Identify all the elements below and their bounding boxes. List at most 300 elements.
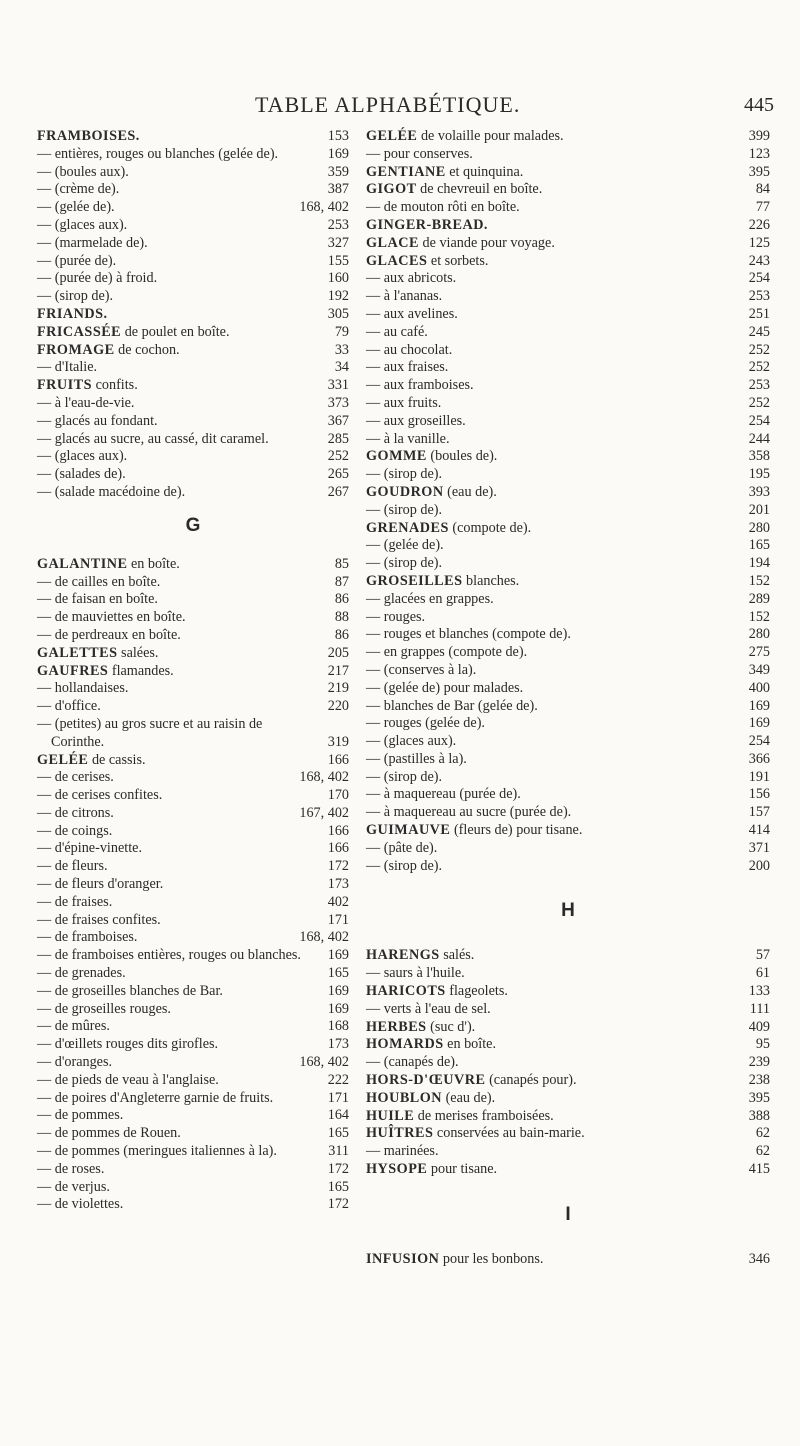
entry-description: — (glaces aux).	[366, 733, 457, 750]
index-entry	[366, 359, 770, 377]
index-entry	[37, 823, 349, 841]
entry-description: — glacées en grappes.	[366, 590, 494, 607]
entry-text	[366, 1072, 770, 1090]
index-entry	[366, 947, 770, 965]
entry-page-number: 251	[748, 305, 770, 322]
entry-keyword: HUÎTRES	[366, 1125, 434, 1142]
entry-text	[366, 520, 770, 538]
index-entry	[37, 413, 349, 431]
entry-text	[37, 1072, 349, 1090]
entry-description: — marinées.	[366, 1143, 439, 1160]
entry-keyword: GOUDRON	[366, 483, 444, 500]
index-entry	[366, 431, 770, 449]
index-entry	[366, 786, 770, 804]
entry-text	[366, 626, 770, 644]
index-entry	[366, 555, 770, 573]
entry-page-number: 409	[748, 1018, 770, 1035]
entry-text	[37, 1001, 349, 1019]
index-entry	[366, 644, 770, 662]
entry-text	[366, 715, 770, 733]
entry-text	[366, 1036, 770, 1054]
entry-text	[37, 1107, 349, 1125]
entry-description: — de fleurs.	[37, 858, 108, 875]
index-entry	[37, 377, 349, 395]
entry-page-number: 168	[327, 1018, 349, 1035]
entry-page-number: 285	[327, 430, 349, 447]
entry-text	[366, 662, 770, 680]
entry-description: — à l'eau-de-vie.	[37, 394, 135, 411]
entry-keyword: GAUFRES	[37, 662, 109, 679]
entry-description: — en grappes (compote de).	[366, 644, 528, 661]
index-entry	[366, 1090, 770, 1108]
entry-page-number: 171	[327, 911, 349, 928]
entry-description: — de citrons.	[37, 804, 114, 821]
entry-description: — de mûres.	[37, 1018, 110, 1035]
entry-text	[366, 377, 770, 395]
index-entry	[366, 502, 770, 520]
entry-description: — de cerises confites.	[37, 787, 163, 804]
page-header	[0, 92, 800, 122]
index-entry	[37, 217, 349, 235]
entry-page-number: 172	[327, 1196, 349, 1213]
entry-page-number: 166	[327, 840, 349, 857]
entry-page-number: 200	[748, 857, 770, 874]
entry-page-number: 167, 402	[299, 804, 349, 821]
entry-description: de chevreuil en boîte.	[416, 181, 543, 198]
entry-description: (suc d').	[426, 1018, 476, 1035]
entry-page-number: 168, 402	[299, 1054, 349, 1071]
entry-text	[37, 894, 349, 912]
index-entry	[37, 324, 349, 342]
entry-description: — aux groseilles.	[366, 412, 466, 429]
entry-keyword: GROSEILLES	[366, 572, 463, 589]
entry-keyword: GINGER-BREAD.	[366, 216, 488, 233]
entry-text	[37, 235, 349, 253]
entry-text	[366, 786, 770, 804]
entry-page-number: 253	[327, 216, 349, 233]
index-entry	[37, 484, 349, 502]
index-entry	[37, 645, 349, 663]
index-entry	[37, 716, 349, 752]
entry-keyword: HORS-D'ŒUVRE	[366, 1072, 486, 1089]
entry-text	[366, 1019, 770, 1037]
index-entry	[37, 128, 349, 146]
entry-text	[366, 466, 770, 484]
index-entry	[37, 1054, 349, 1072]
entry-description: — rouges.	[366, 608, 426, 625]
entry-page-number: 327	[327, 234, 349, 251]
entry-keyword: GRENADES	[366, 519, 449, 536]
entry-text	[37, 983, 349, 1001]
entry-page-number: 366	[748, 750, 770, 767]
entry-description: salés.	[439, 947, 475, 964]
entry-description: — saurs à l'huile.	[366, 965, 465, 982]
entry-description: conservées au bain-marie.	[433, 1125, 585, 1142]
entry-page-number: 191	[748, 768, 770, 785]
entry-keyword: HOUBLON	[366, 1089, 443, 1106]
entry-page-number: 62	[755, 1143, 770, 1160]
entry-page-number: 217	[327, 662, 349, 679]
entry-description: — aux framboises.	[366, 377, 474, 394]
entry-page-number: 275	[748, 644, 770, 661]
entry-text	[37, 359, 349, 377]
entry-page-number: 252	[748, 359, 770, 376]
entry-page-number: 160	[327, 270, 349, 287]
index-entry	[366, 573, 770, 591]
entry-text	[366, 146, 770, 164]
index-entry	[366, 965, 770, 983]
index-entry	[366, 715, 770, 733]
entry-text	[366, 359, 770, 377]
entry-description: — de groseilles rouges.	[37, 1000, 171, 1017]
index-entry	[37, 1143, 349, 1161]
section-letter: I	[565, 1203, 571, 1225]
entry-description: et sorbets.	[427, 252, 489, 269]
entry-text	[366, 306, 770, 324]
entry-description: — (canapés de).	[366, 1054, 459, 1071]
index-entry	[37, 1001, 349, 1019]
entry-description: pour les bonbons.	[439, 1250, 544, 1267]
index-entry	[37, 663, 349, 681]
entry-keyword: HUILE	[366, 1107, 415, 1124]
entry-page-number: 373	[327, 394, 349, 411]
entry-page-number: 244	[748, 430, 770, 447]
entry-text	[366, 1108, 770, 1126]
entry-description: (canapés pour).	[485, 1072, 577, 1089]
index-entry	[37, 858, 349, 876]
entry-description: — (petites) au gros sucre et au raisin de Corinthe.	[37, 715, 263, 750]
entry-description: — (sirop de).	[366, 466, 443, 483]
entry-description: — (pastilles à la).	[366, 750, 467, 767]
entry-text	[37, 698, 349, 716]
entry-page-number: 226	[748, 216, 770, 233]
index-column-right	[366, 128, 770, 1269]
section-letter: G	[185, 514, 201, 536]
entry-keyword: GELÉE	[37, 751, 89, 768]
entry-description: pour tisane.	[427, 1161, 498, 1178]
entry-page-number: 166	[327, 751, 349, 768]
entry-description: — blanches de Bar (gelée de).	[366, 697, 538, 714]
entry-page-number: 87	[334, 573, 349, 590]
index-entry	[37, 235, 349, 253]
entry-keyword: GENTIANE	[366, 163, 446, 180]
entry-text	[366, 164, 770, 182]
entry-text	[366, 555, 770, 573]
entry-page-number: 169	[748, 697, 770, 714]
index-entry	[366, 253, 770, 271]
entry-page-number: 77	[755, 199, 770, 216]
entry-description: — d'office.	[37, 698, 101, 715]
entry-text	[37, 876, 349, 894]
entry-description: — de pommes de Rouen.	[37, 1125, 181, 1142]
index-entry	[366, 377, 770, 395]
entry-page-number: 388	[748, 1107, 770, 1124]
entry-description: — glacés au fondant.	[37, 412, 158, 429]
entry-text	[37, 680, 349, 698]
entry-page-number: 395	[748, 1089, 770, 1106]
entry-page-number: 165	[327, 965, 349, 982]
entry-keyword: FRAMBOISES.	[37, 128, 140, 144]
entry-page-number: 280	[748, 519, 770, 536]
index-entry	[37, 894, 349, 912]
entry-description: — (boules aux).	[37, 163, 129, 180]
page-number: 445	[744, 94, 774, 116]
entry-text	[366, 395, 770, 413]
entry-page-number: 155	[327, 252, 349, 269]
entry-page-number: 168, 402	[299, 769, 349, 786]
entry-description: en boîte.	[443, 1036, 496, 1053]
entry-page-number: 79	[334, 323, 349, 340]
entry-text	[37, 1179, 349, 1197]
index-entry	[37, 929, 349, 947]
entry-page-number: 267	[327, 483, 349, 500]
entry-page-number: 252	[748, 341, 770, 358]
index-entry	[37, 448, 349, 466]
entry-text	[37, 591, 349, 609]
index-entry	[366, 199, 770, 217]
entry-description: — à maquereau au sucre (purée de).	[366, 804, 572, 821]
index-entry	[37, 965, 349, 983]
entry-description: — aux fruits.	[366, 394, 442, 411]
index-entry	[366, 128, 770, 146]
entry-text	[37, 840, 349, 858]
entry-text	[366, 858, 770, 876]
entry-page-number: 402	[327, 893, 349, 910]
entry-page-number: 243	[748, 252, 770, 269]
entry-description: — de pieds de veau à l'anglaise.	[37, 1071, 219, 1088]
entry-text	[366, 448, 770, 466]
entry-keyword: GALANTINE	[37, 555, 128, 572]
entry-text	[37, 1143, 349, 1161]
index-entry	[37, 769, 349, 787]
entry-description: — de pommes.	[37, 1107, 124, 1124]
entry-text	[366, 537, 770, 555]
index-entry	[37, 752, 349, 770]
entry-description: — (sirop de).	[37, 288, 114, 305]
entry-description: — à maquereau (purée de).	[366, 786, 521, 803]
index-entry	[37, 1072, 349, 1090]
entry-description: — (marmelade de).	[37, 234, 148, 251]
entry-description: de cochon.	[114, 341, 180, 358]
entry-page-number: 173	[327, 876, 349, 893]
index-entry	[37, 466, 349, 484]
entry-page-number: 222	[327, 1071, 349, 1088]
index-entry	[37, 288, 349, 306]
entry-page-number: 57	[755, 947, 770, 964]
entry-page-number: 165	[327, 1178, 349, 1195]
entry-keyword: HARENGS	[366, 947, 440, 964]
index-entry	[37, 1107, 349, 1125]
entry-page-number: 238	[748, 1072, 770, 1089]
entry-text	[366, 1251, 770, 1269]
entry-page-number: 252	[327, 448, 349, 465]
entry-description: — (sirop de).	[366, 501, 443, 518]
entry-description: — (purée de).	[37, 252, 117, 269]
entry-description: — de fleurs d'oranger.	[37, 876, 164, 893]
entry-page-number: 395	[748, 163, 770, 180]
index-entry	[37, 253, 349, 271]
entry-keyword: GIGOT	[366, 181, 417, 198]
entry-text	[37, 787, 349, 805]
entry-description: — (pâte de).	[366, 839, 438, 856]
entry-description: confits.	[92, 377, 138, 394]
entry-text	[37, 574, 349, 592]
entry-description: — de groseilles blanches de Bar.	[37, 982, 223, 999]
entry-text	[37, 823, 349, 841]
index-entry	[366, 448, 770, 466]
index-entry	[366, 1072, 770, 1090]
entry-keyword: HYSOPE	[366, 1161, 428, 1178]
index-entry	[366, 1054, 770, 1072]
entry-text	[37, 912, 349, 930]
entry-description: de merises framboisées.	[414, 1107, 554, 1124]
entry-description: — d'oranges.	[37, 1054, 113, 1071]
entry-text	[37, 965, 349, 983]
entry-description: — de framboises entières, rouges ou blanches.	[37, 947, 301, 964]
entry-description: — de grenades.	[37, 965, 126, 982]
index-entry	[37, 181, 349, 199]
entry-description: — d'Italie.	[37, 359, 98, 376]
entry-text	[366, 128, 770, 146]
section-letter: H	[561, 900, 575, 922]
index-entry	[366, 751, 770, 769]
entry-description: — (glaces aux).	[37, 448, 128, 465]
entry-description: — (salade macédoine de).	[37, 483, 186, 500]
index-entry	[37, 306, 349, 324]
entry-description: — aux abricots.	[366, 270, 457, 287]
entry-description: — de violettes.	[37, 1196, 124, 1213]
index-entry	[366, 769, 770, 787]
entry-text	[366, 698, 770, 716]
entry-text	[366, 983, 770, 1001]
index-entry	[37, 840, 349, 858]
entry-page-number: 86	[334, 591, 349, 608]
index-entry	[37, 680, 349, 698]
entry-page-number: 254	[748, 733, 770, 750]
entry-keyword: FRIANDS.	[37, 305, 108, 322]
entry-page-number: 165	[748, 537, 770, 554]
entry-page-number: 170	[327, 787, 349, 804]
entry-page-number: 387	[327, 181, 349, 198]
entry-description: de poulet en boîte.	[121, 323, 230, 340]
entry-page-number: 194	[748, 555, 770, 572]
entry-text	[366, 270, 770, 288]
index-entry	[366, 395, 770, 413]
entry-page-number: 415	[748, 1161, 770, 1178]
entry-page-number: 153	[327, 128, 349, 144]
entry-page-number: 245	[748, 323, 770, 340]
index-entry	[366, 1143, 770, 1161]
entry-text	[37, 663, 349, 681]
entry-description: — de verjus.	[37, 1178, 110, 1195]
entry-text	[366, 769, 770, 787]
entry-text	[366, 965, 770, 983]
entry-description: — à la vanille.	[366, 430, 450, 447]
index-entry	[366, 217, 770, 235]
index-entry	[37, 876, 349, 894]
entry-description: — de cerises.	[37, 769, 114, 786]
index-entry	[366, 1251, 770, 1269]
entry-page-number: 201	[748, 501, 770, 518]
entry-description: — de fraises.	[37, 893, 113, 910]
entry-keyword: HARICOTS	[366, 983, 446, 1000]
index-entry	[37, 1125, 349, 1143]
index-entry	[366, 324, 770, 342]
entry-text	[366, 804, 770, 822]
index-entry	[366, 466, 770, 484]
index-entry	[366, 181, 770, 199]
entry-page-number: 205	[327, 644, 349, 661]
index-entry	[37, 359, 349, 377]
index-entry	[37, 1161, 349, 1179]
entry-page-number: 169	[327, 1000, 349, 1017]
index-entry	[366, 591, 770, 609]
index-entry	[366, 626, 770, 644]
entry-description: — (gelée de) pour malades.	[366, 679, 524, 696]
entry-description: — (purée de) à froid.	[37, 270, 158, 287]
index-entry	[366, 270, 770, 288]
entry-description: — pour conserves.	[366, 145, 473, 162]
entry-page-number: 123	[748, 145, 770, 162]
entry-description: — de mouton rôti en boîte.	[366, 199, 520, 216]
index-entry	[37, 574, 349, 592]
entry-description: — au chocolat.	[366, 341, 453, 358]
entry-page-number: 289	[748, 590, 770, 607]
index-entry	[366, 609, 770, 627]
entry-page-number: 172	[327, 858, 349, 875]
entry-text	[37, 858, 349, 876]
entry-page-number: 84	[755, 181, 770, 198]
entry-page-number: 172	[327, 1160, 349, 1177]
index-entry	[366, 698, 770, 716]
entry-page-number: 152	[748, 572, 770, 589]
entry-page-number: 125	[748, 234, 770, 251]
index-entry	[366, 1001, 770, 1019]
entry-description: — (gelée de).	[37, 199, 115, 216]
index-entry	[37, 1090, 349, 1108]
index-entry	[366, 840, 770, 858]
entry-description: — (sirop de).	[366, 857, 443, 874]
entry-description: — de roses.	[37, 1160, 105, 1177]
entry-page-number: 280	[748, 626, 770, 643]
entry-text	[37, 716, 349, 752]
entry-text	[366, 751, 770, 769]
entry-page-number: 169	[327, 145, 349, 162]
entry-page-number: 219	[327, 680, 349, 697]
entry-text	[37, 1090, 349, 1108]
entry-description: — (salades de).	[37, 466, 126, 483]
entry-text	[37, 1196, 349, 1214]
entry-page-number: 311	[328, 1143, 349, 1160]
entry-text	[366, 431, 770, 449]
entry-page-number: 61	[755, 965, 770, 982]
index-entry	[366, 804, 770, 822]
entry-page-number: 331	[327, 377, 349, 394]
entry-keyword: FROMAGE	[37, 341, 115, 358]
index-entry	[37, 609, 349, 627]
entry-text	[366, 1090, 770, 1108]
index-entry	[366, 288, 770, 306]
entry-page-number: 367	[327, 412, 349, 429]
entry-text	[37, 413, 349, 431]
entry-description: — de cailles en boîte.	[37, 573, 161, 590]
index-entry	[37, 627, 349, 645]
entry-text	[37, 947, 349, 965]
entry-text	[366, 644, 770, 662]
entry-text	[37, 306, 349, 324]
entry-page-number: 349	[748, 661, 770, 678]
entry-text	[37, 609, 349, 627]
